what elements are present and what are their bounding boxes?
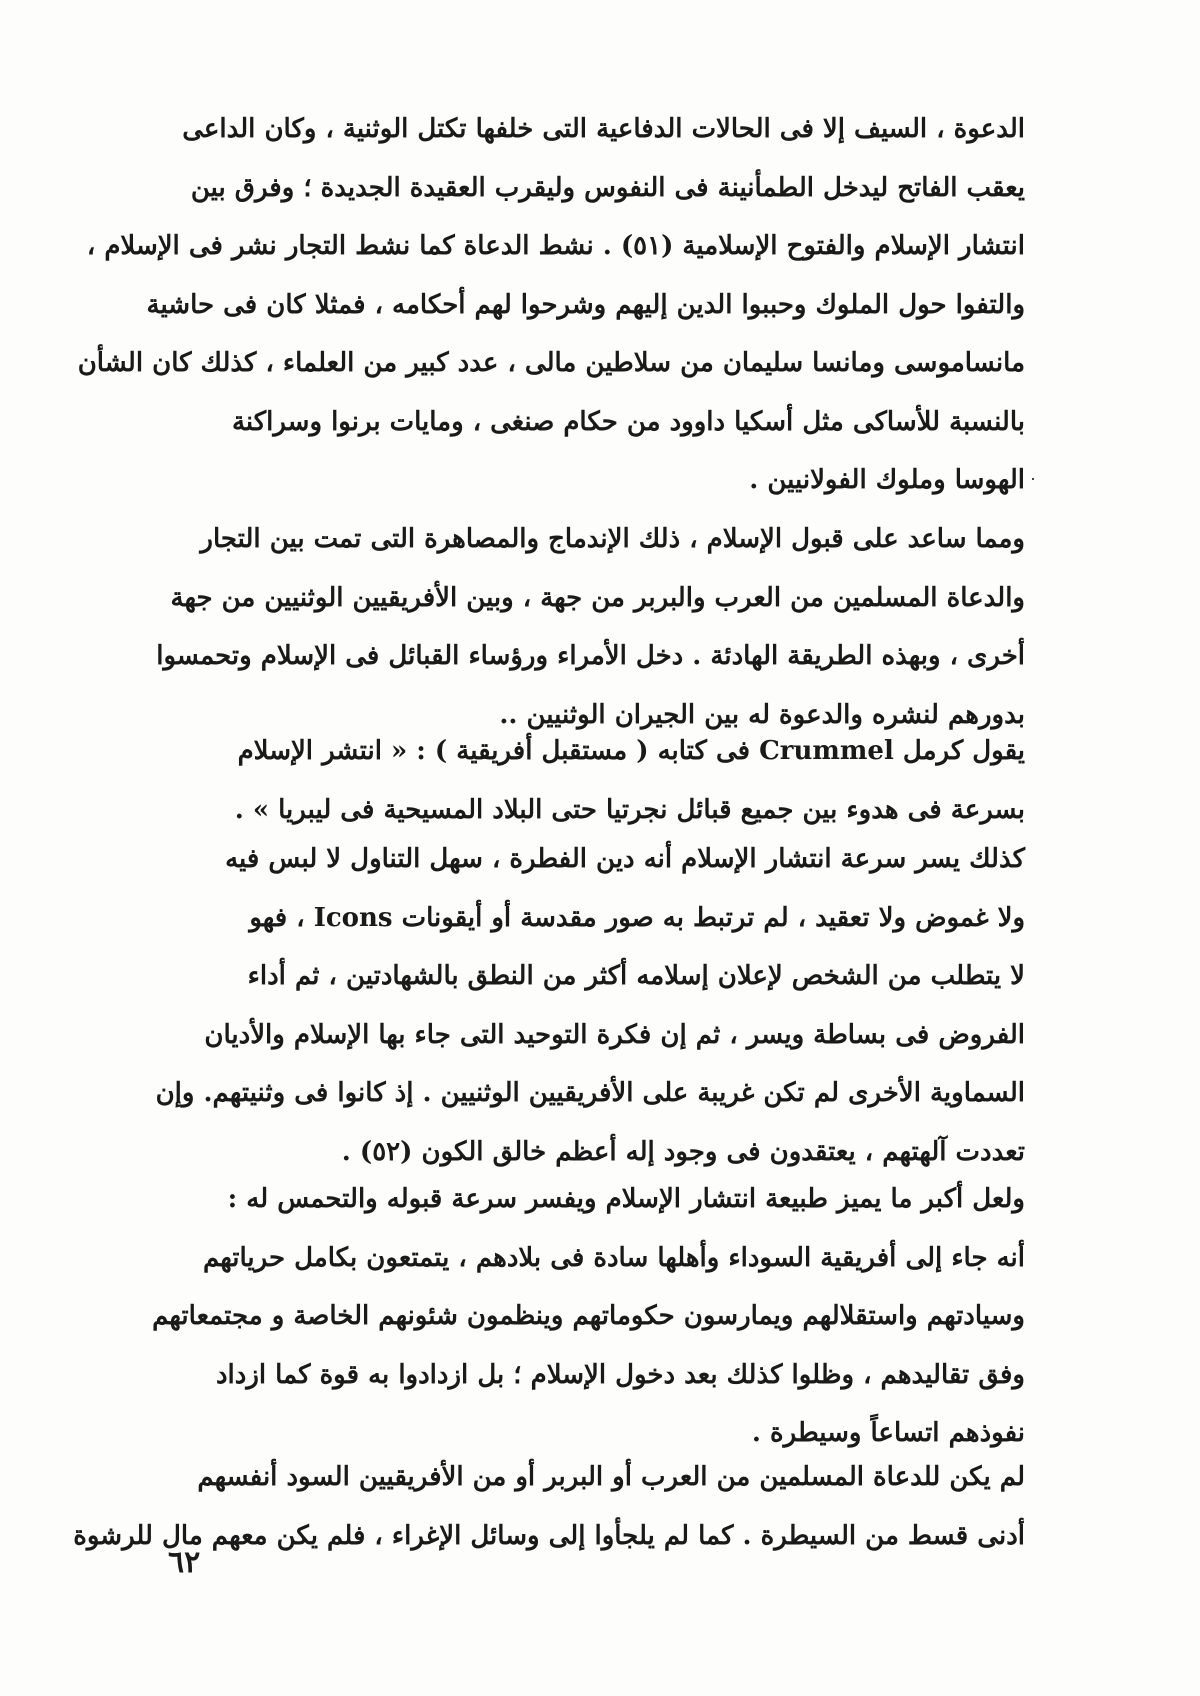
text-line: يعقب الفاتح ليدخل الطمأنينة فى النفوس وليقرب العقيدة الجديدة ؛ وفرق بين: [190, 172, 1025, 203]
text-line: يقول كرمل Crummel فى كتابه ( مستقبل أفريقية ) : « انتشر الإسلام: [237, 736, 1025, 766]
text-line: وسيادتهم واستقلالهم ويمارسون حكوماتهم وينظمون شئونهم الخاصة و مجتمعاتهم: [152, 1301, 1025, 1331]
paragraph-3: [170, 722, 1025, 839]
text-line: بدورهم لنشره والدعوة له بين الجيران الوثنيين ..: [499, 699, 1025, 730]
text-line: الهوسا وملوك الفولانيين .: [749, 465, 1025, 495]
text-line: أدنى قسط من السيطرة . كما لم يلجأوا إلى وسائل الإغراء ، فلم يكن معهم مال للرشوة: [73, 1520, 1025, 1551]
margin-mark: [1032, 478, 1034, 480]
text-line: وفق تقاليدهم ، وظلوا كذلك بعد دخول الإسلام ؛ بل ازدادوا به قوة كما ازداد: [215, 1359, 1025, 1390]
text-line: كذلك يسر سرعة انتشار الإسلام أنه دين الفطرة ، سهل التناول لا لبس فيه: [225, 844, 1025, 874]
text-line: الفروض فى بساطة ويسر ، ثم إن فكرة التوحيد التى جاء بها الإسلام والأديان: [204, 1019, 1025, 1050]
text-line: أنه جاء إلى أفريقية السوداء وأهلها سادة فى بلادهم ، يتمتعون بكامل حرياتهم: [202, 1242, 1025, 1273]
text-line: انتشار الإسلام والفتوح الإسلامية (٥١) . نشط الدعاة كما نشط التجار نشر فى الإسلام ،: [86, 231, 1025, 261]
text-line: لا يتطلب من الشخص لإعلان إسلامه أكثر من النطق بالشهادتين ، ثم أداء: [247, 961, 1025, 991]
paragraph-1: [77, 100, 1025, 510]
text-line: مانساموسى ومانسا سليمان من سلاطين مالى ، عدد كبير من العلماء ، كذلك كان الشأن: [77, 348, 1025, 378]
text-line: الدعوة ، السيف إلا فى الحالات الدفاعية التى خلفها تكتل الوثنية ، وكان الداعى: [182, 114, 1025, 144]
paragraph-5: [152, 1170, 1025, 1463]
text-line: أخرى ، وبهذه الطريقة الهادئة . دخل الأمراء ورؤساء القبائل فى الإسلام وتحمسوا: [156, 641, 1025, 671]
text-line: بسرعة فى هدوء بين جميع قبائل نجرتيا حتى البلاد المسيحية فى ليبريا » .: [234, 794, 1025, 825]
page-number: ٦٢: [168, 1545, 201, 1580]
text-line: ولعل أكبر ما يميز طبيعة انتشار الإسلام ويفسر سرعة قبوله والتحمس له :: [227, 1184, 1025, 1214]
text-line: ولا غموض ولا تعقيد ، لم ترتبط به صور مقدسة أو أيقونات Icons ، فهو: [249, 902, 1025, 933]
text-line: والدعاة المسلمين من العرب والبربر من جهة ، وبين الأفريقيين الوثنيين من جهة: [170, 582, 1025, 613]
text-line: السماوية الأخرى لم تكن غريبة على الأفريقيين الوثنيين . إذ كانوا فى وثنيتهم. وإن: [155, 1078, 1025, 1108]
text-line: بالنسبة للأساكى مثل أسكيا داوود من حكام صنغى ، ومايات برنوا وسراكنة: [231, 406, 1025, 437]
text-line: نفوذهم اتساعاً وسيطرة .: [751, 1418, 1025, 1448]
text-line: والتفوا حول الملوك وحببوا الدين إليهم وشرحوا لهم أحكامه ، فمثلا كان فى حاشية: [146, 289, 1025, 320]
text-line: تعددت آلهتهم ، يعتقدون فى وجود إله أعظم خالق الكون (٥٢) .: [341, 1136, 1025, 1167]
paragraph-4: [155, 830, 1025, 1181]
paragraph-2: [156, 510, 1025, 744]
text-line: ومما ساعد على قبول الإسلام ، ذلك الإندماج والمصاهرة التى تمت بين التجار: [200, 524, 1025, 554]
paragraph-6: [73, 1448, 1025, 1565]
text-line: لم يكن للدعاة المسلمين من العرب أو البربر أو من الأفريقيين السود أنفسهم: [197, 1462, 1025, 1492]
